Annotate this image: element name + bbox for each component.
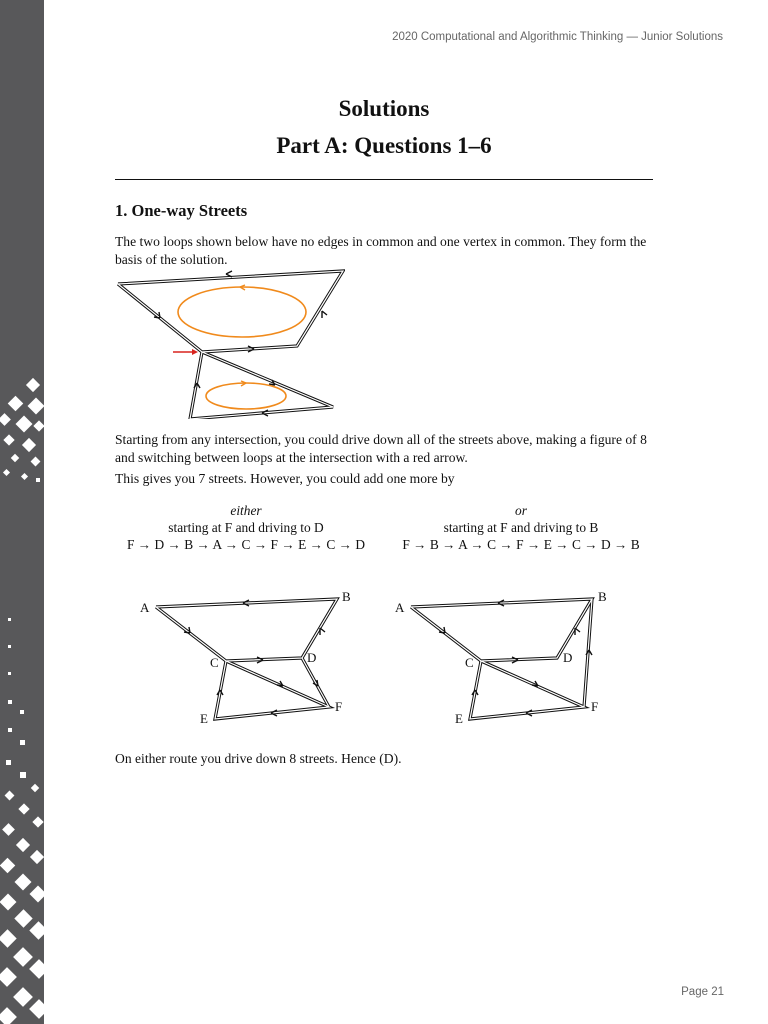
- vertex-label-e: E: [200, 711, 208, 726]
- vertex-label-f: F: [591, 699, 599, 714]
- page-subtitle: Part A: Questions 1–6: [276, 133, 492, 158]
- page-number: Page 21: [681, 986, 724, 998]
- option-route: F → B → A → C → F → E → C → D → B: [402, 537, 640, 552]
- intro-paragraph: The two loops shown below have no edges in common and one vertex in common. They form the basis of the solution.: [115, 234, 647, 267]
- option-label: either: [230, 503, 262, 518]
- page-title: Solutions: [338, 96, 430, 121]
- arrow-mark: [226, 271, 232, 277]
- sidebar-decoration: [0, 0, 44, 1024]
- vertex-label-c: C: [210, 655, 219, 670]
- vertex-label-d: D: [563, 650, 573, 665]
- vertex-label-b: B: [342, 589, 351, 604]
- lower-loop-circulation: [206, 383, 286, 409]
- option-either: [96, 502, 396, 553]
- option-route: F → D → B → A → C → F → E → C → D: [126, 537, 366, 552]
- seven-streets-paragraph: This gives you 7 streets. However, you could add one more by: [115, 471, 455, 486]
- option-description: starting at F and driving to B: [443, 520, 599, 535]
- vertex-label-b: B: [598, 589, 607, 604]
- conclusion-paragraph: On either route you drive down 8 streets. Hence (D).: [115, 751, 402, 766]
- two-loops-figure: [110, 264, 345, 419]
- running-header: 2020 Computational and Algorithmic Thinking — Junior Solutions: [392, 31, 723, 43]
- vertex-label-f: F: [335, 699, 343, 714]
- option-or: [371, 502, 671, 553]
- route-left-figure: [135, 585, 360, 730]
- vertex-label-a: A: [140, 600, 150, 615]
- option-description: starting at F and driving to D: [168, 520, 324, 535]
- vertex-label-c: C: [465, 655, 474, 670]
- route-right-figure: [390, 585, 615, 730]
- section-heading: 1. One-way Streets: [115, 201, 248, 220]
- upper-loop-circulation: [178, 287, 306, 337]
- arrow-mark: [320, 628, 325, 635]
- option-label: or: [515, 503, 527, 518]
- arrow-mark: [322, 311, 327, 318]
- title-divider: [115, 179, 653, 180]
- arrow-mark: [575, 628, 580, 635]
- figure-eight-paragraph: Starting from any intersection, you could drive down all of the streets above, making a figure of 8 and switching between loops at the intersection with a red arrow.: [115, 432, 647, 465]
- vertex-label-d: D: [307, 650, 317, 665]
- vertex-label-a: A: [395, 600, 405, 615]
- vertex-label-e: E: [455, 711, 463, 726]
